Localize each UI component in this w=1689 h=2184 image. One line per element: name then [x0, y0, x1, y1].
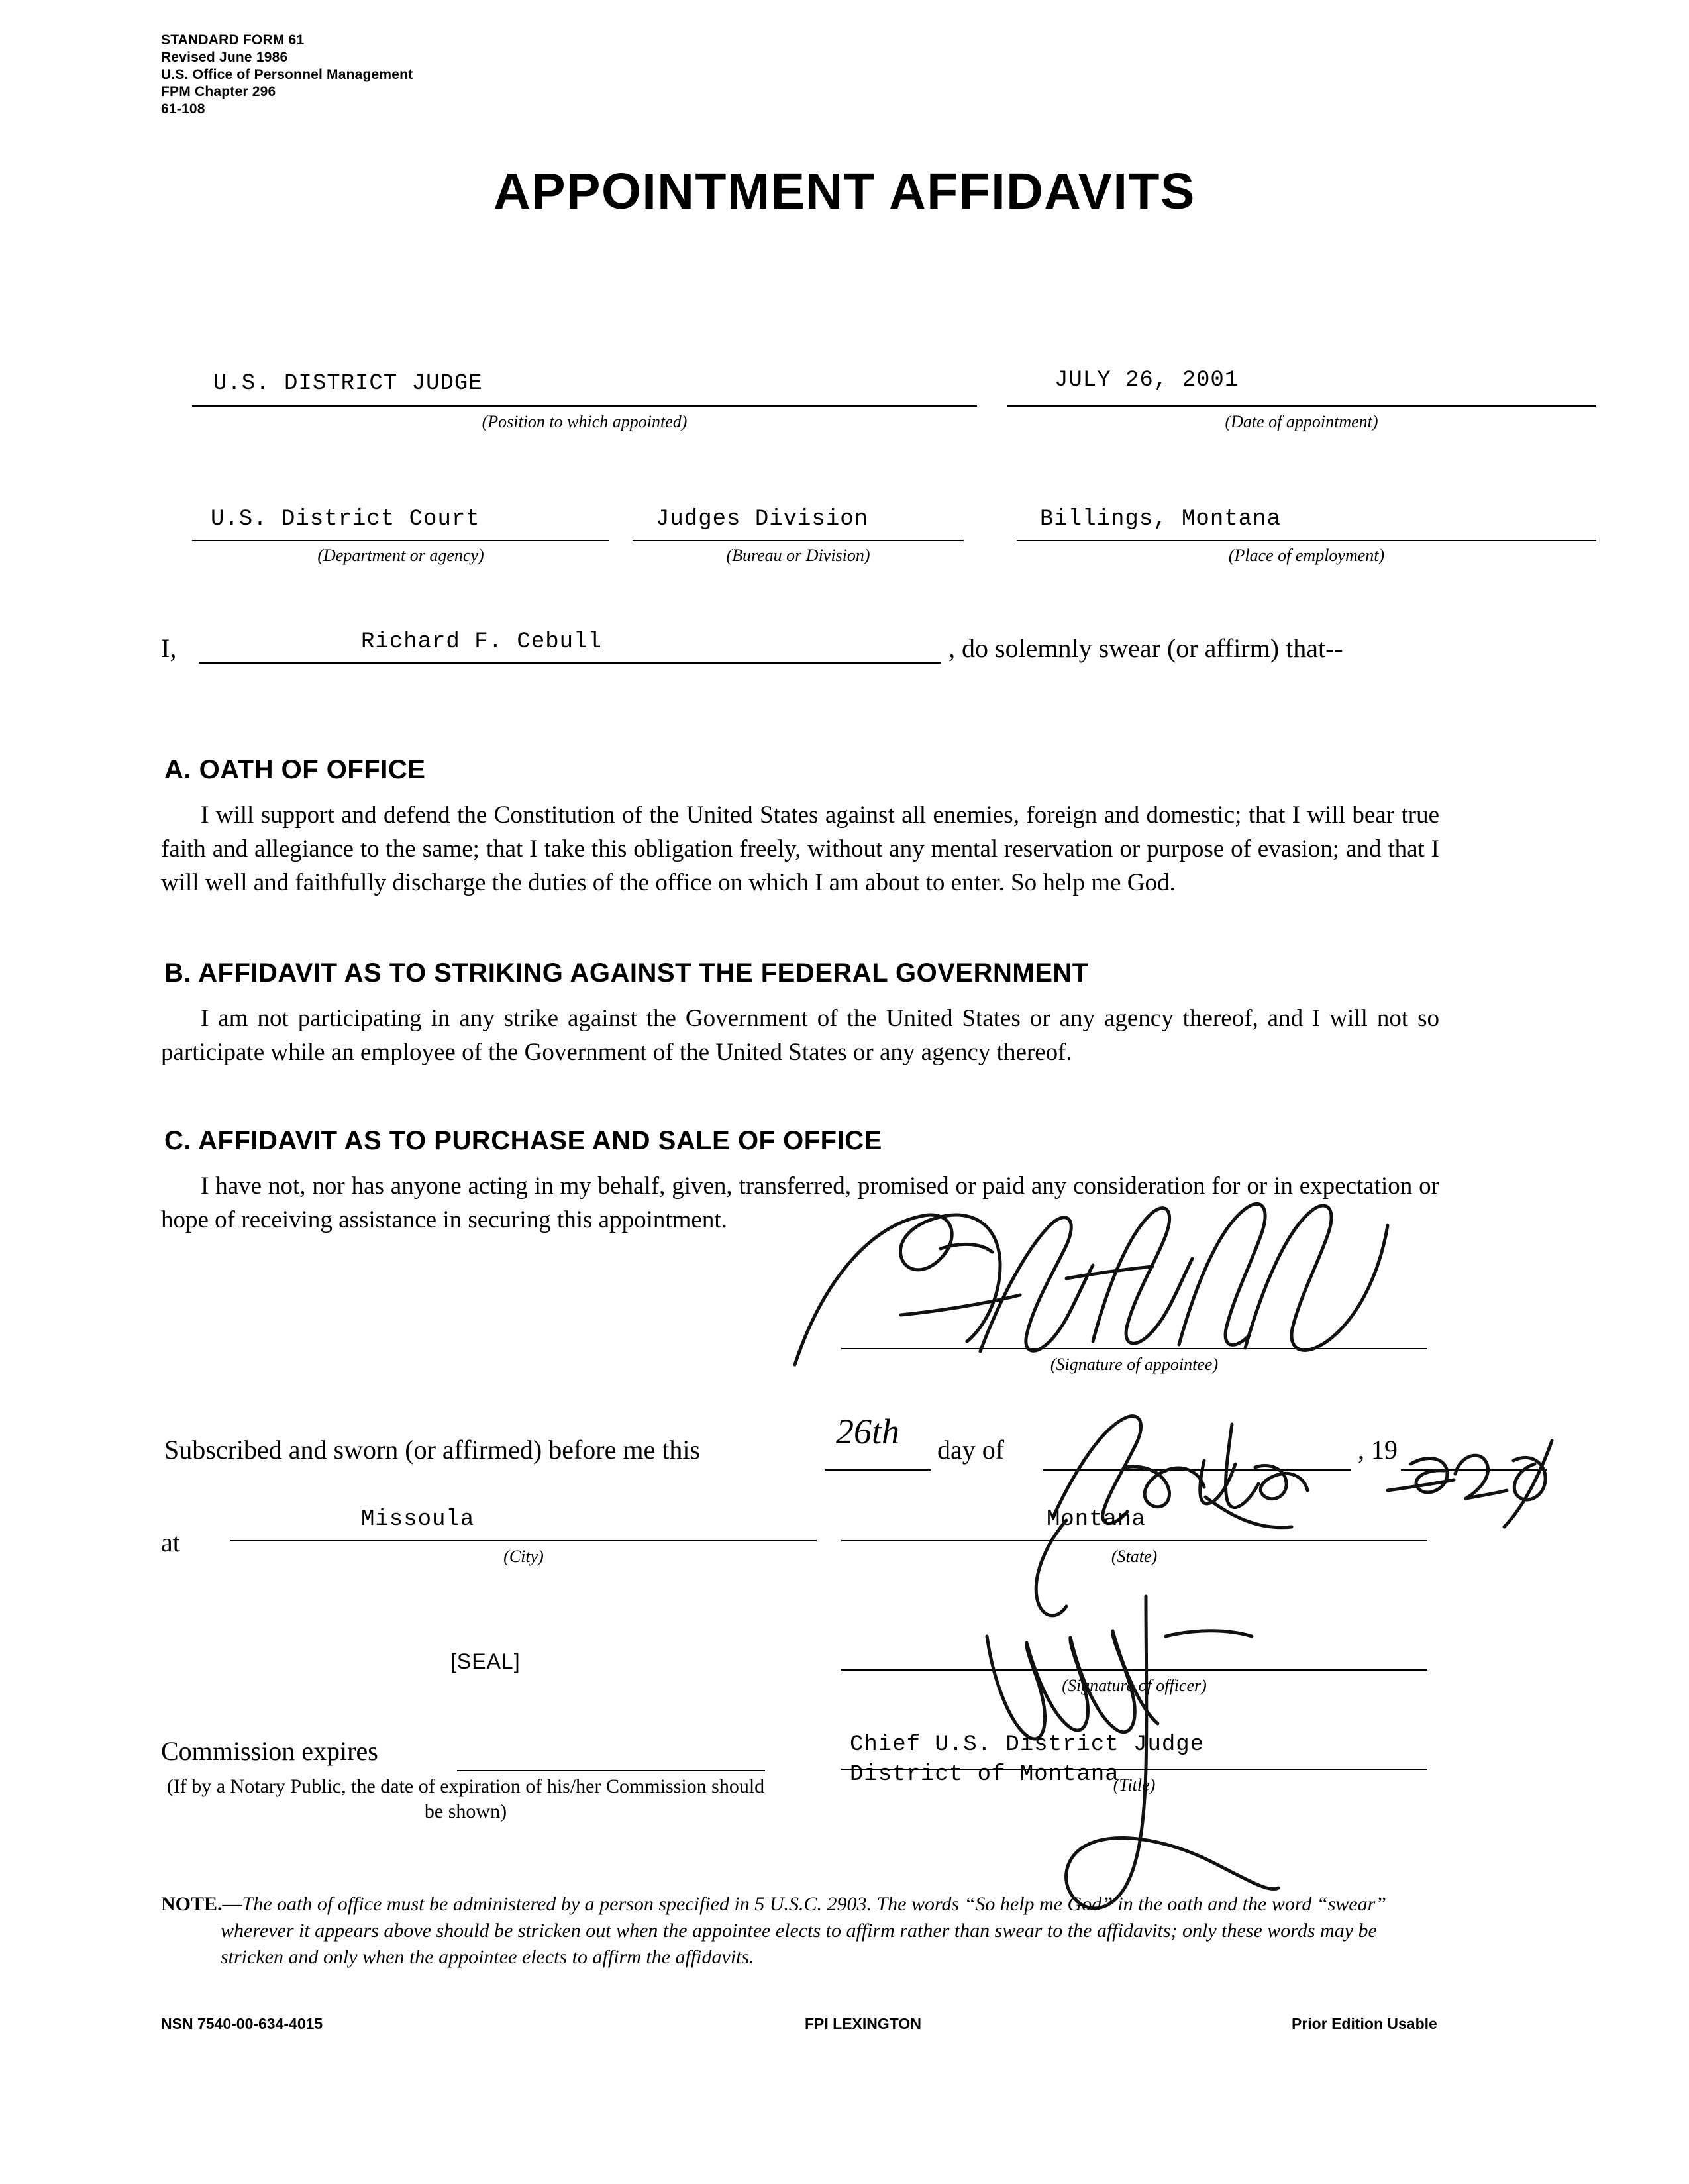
- state-value: Montana: [1047, 1507, 1146, 1532]
- department-caption: (Department or agency): [317, 546, 484, 565]
- i-label: I,: [161, 633, 177, 663]
- form-note: [161, 1891, 1439, 1971]
- officer-title-line-2: District of Montana: [850, 1762, 1119, 1787]
- footer-edition: Prior Edition Usable: [1292, 2015, 1437, 2032]
- section-b-body: [161, 1002, 1439, 1069]
- officer-signature-rule: [841, 1669, 1427, 1671]
- officer-signature-caption: (Signature of officer): [1062, 1676, 1207, 1695]
- page-title: APPOINTMENT AFFIDAVITS: [493, 163, 1196, 220]
- city-caption: (City): [503, 1547, 544, 1566]
- position-rule: [192, 405, 977, 407]
- solemnly-swear-text: , do solemnly swear (or affirm) that--: [948, 633, 1343, 663]
- officer-title-caption: (Title): [1113, 1775, 1156, 1794]
- footer-printer: FPI LEXINGTON: [805, 2015, 921, 2032]
- section-c-body: [161, 1169, 1439, 1237]
- appointment-date-value: JULY 26, 2001: [1054, 368, 1239, 393]
- year-rule: [1401, 1469, 1547, 1471]
- appointee-signature-rule: [841, 1348, 1427, 1349]
- section-a-paragraph: I will support and defend the Constitution of the United States against all enemies, foreign and domestic; that I will bear true faith and allegiance to the same; that I take this obligation freely, without any mental reservation or purpose of evasion; and that I will well and faithfully discharge the duties of the office on which I am about to enter. So help me God.: [161, 802, 1439, 896]
- place-of-employment-value: Billings, Montana: [1040, 507, 1281, 532]
- bureau-rule: [633, 540, 964, 541]
- bureau-caption: (Bureau or Division): [726, 546, 870, 565]
- seal-placeholder: [SEAL]: [450, 1649, 521, 1673]
- officer-signature-ink: [947, 1517, 1411, 1928]
- month-rule: [1043, 1469, 1351, 1471]
- commission-expires-text: Commission expires: [161, 1736, 378, 1766]
- appointment-date-rule: [1007, 405, 1596, 407]
- place-of-employment-caption: (Place of employment): [1228, 546, 1385, 565]
- section-c-paragraph: I have not, nor has anyone acting in my behalf, given, transferred, promised or paid any consideration for or in expectation or hope of receiving assistance in securing this appointment.: [161, 1172, 1439, 1233]
- note-label: NOTE.—: [161, 1893, 242, 1915]
- form-revision-date: Revised June 1986: [161, 50, 288, 65]
- section-a-body: [161, 798, 1439, 900]
- officer-title-line-1: Chief U.S. District Judge: [850, 1732, 1205, 1757]
- note-text: The oath of office must be administered by a person specified in 5 U.S.C. 2903. The words “So help me God” in the oath and the word “swear” wherever it appears above should be stricken out when the appointee elects to affirm rather than swear to the affidavits; only these words may be stricken and only when the appointee elects to affirm the affidavits.: [221, 1893, 1386, 1968]
- appointee-signature-caption: (Signature of appointee): [1050, 1355, 1219, 1374]
- section-c-heading: C. AFFIDAVIT AS TO PURCHASE AND SALE OF OFFICE: [164, 1126, 882, 1155]
- city-rule: [230, 1540, 817, 1541]
- fpm-chapter: FPM Chapter 296: [161, 84, 276, 99]
- position-caption: (Position to which appointed): [482, 412, 688, 431]
- commission-expires-rule: [457, 1770, 765, 1771]
- issuing-agency: U.S. Office of Personnel Management: [161, 67, 413, 82]
- commission-note: (If by a Notary Public, the date of expiration of his/her Commission should be shown): [166, 1775, 765, 1822]
- city-value: Missoula: [361, 1507, 475, 1532]
- at-label: at: [161, 1528, 180, 1557]
- department-value: U.S. District Court: [211, 507, 480, 532]
- position-value: U.S. DISTRICT JUDGE: [213, 371, 483, 396]
- department-rule: [192, 540, 609, 541]
- footer-nsn: NSN 7540-00-634-4015: [161, 2015, 323, 2032]
- place-of-employment-rule: [1017, 540, 1596, 541]
- year-handwritten-ink: [1381, 1424, 1566, 1530]
- form-identification-block: [161, 32, 413, 118]
- day-handwritten-value: 26th: [836, 1412, 900, 1451]
- appointee-name-rule: [199, 662, 941, 664]
- appointee-name-value: Richard F. Cebull: [361, 629, 602, 654]
- day-of-text: day of: [937, 1435, 1005, 1465]
- appointment-date-caption: (Date of appointment): [1225, 412, 1378, 431]
- subscribed-sworn-text: Subscribed and sworn (or affirmed) before me this: [164, 1435, 701, 1465]
- year-prefix-text: , 19: [1358, 1435, 1398, 1465]
- section-b-paragraph: I am not participating in any strike against the Government of the United States or any agency thereof, and I will not so participate while an employee of the Government of the United States or any agency thereof.: [161, 1005, 1439, 1066]
- bureau-value: Judges Division: [656, 507, 869, 532]
- section-b-heading: B. AFFIDAVIT AS TO STRIKING AGAINST THE FEDERAL GOVERNMENT: [164, 959, 1089, 988]
- section-a-heading: A. OATH OF OFFICE: [164, 755, 426, 784]
- form-code: 61-108: [161, 101, 205, 117]
- officer-title-rule: [841, 1769, 1427, 1770]
- day-rule: [825, 1469, 931, 1471]
- state-rule: [841, 1540, 1427, 1541]
- state-caption: (State): [1111, 1547, 1158, 1566]
- standard-form-number: STANDARD FORM 61: [161, 32, 305, 48]
